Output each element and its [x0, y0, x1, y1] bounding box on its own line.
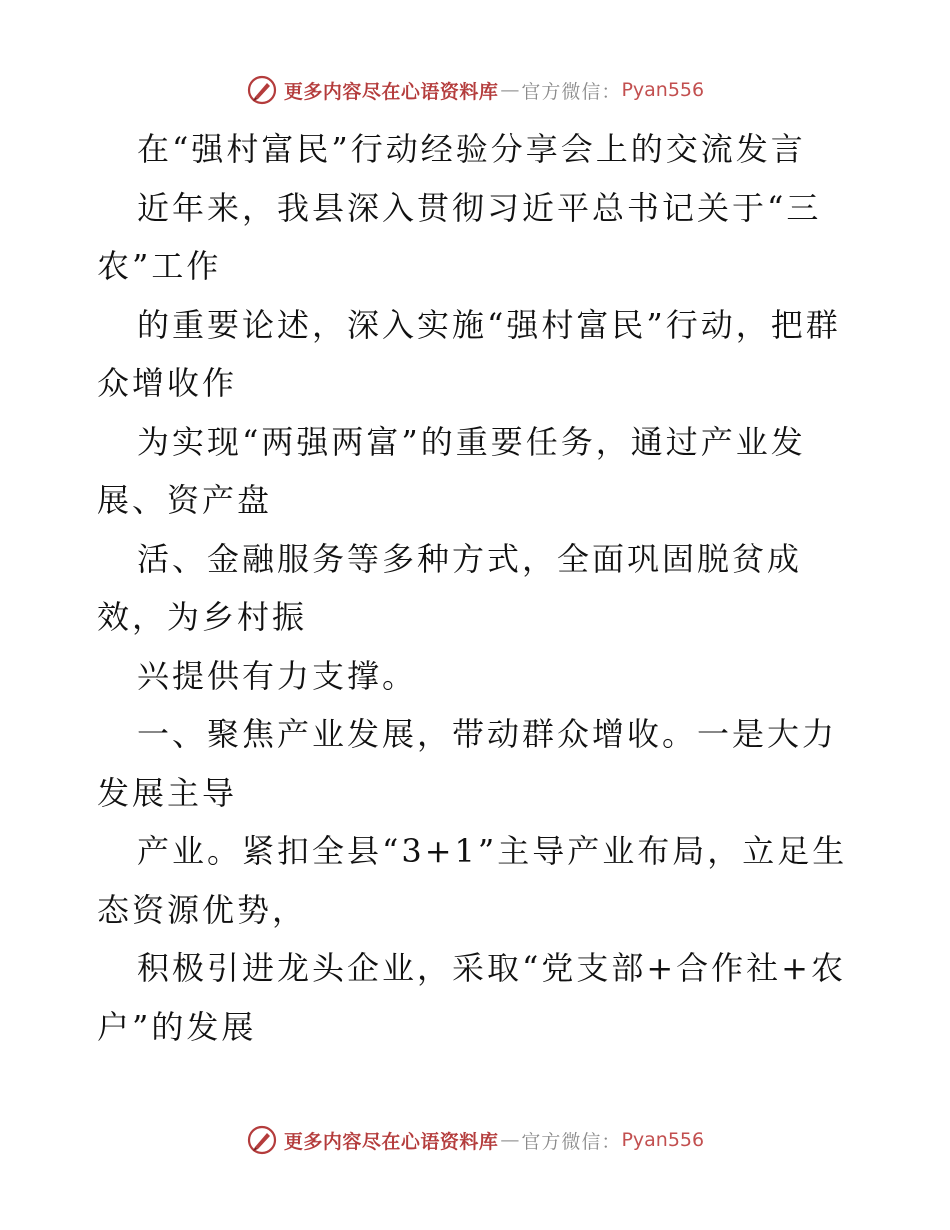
paragraph-3: 为实现“两强两富”的重要任务，通过产业发展、资产盘 [97, 422, 806, 519]
header-watermark [0, 70, 950, 110]
footer-watermark [0, 1120, 950, 1160]
watermark-dash: — [500, 1129, 520, 1151]
watermark-main-text: 更多内容尽在心语资料库 [283, 80, 499, 103]
watermark-dash: — [500, 79, 520, 101]
paragraph-4: 活、金融服务等多种方式，全面巩固脱贫成效，为乡村振 [97, 539, 803, 636]
paragraph-2: 的重要论述，深入实施“强村富民”行动，把群众增收作 [97, 305, 841, 402]
paragraph-7: 产业。紧扣全县“3+1”主导产业布局，立足生态资源优势， [97, 832, 848, 929]
pen-logo-icon [246, 1124, 278, 1156]
paragraph-1: 近年来，我县深入贯彻习近平总书记关于“三农”工作 [97, 188, 822, 285]
paragraph-6: 一、聚焦产业发展，带动群众增收。一是大力发展主导 [97, 715, 838, 812]
watermark-wechat-id: Pyan556 [621, 1129, 705, 1151]
pen-logo-icon [246, 74, 278, 106]
paragraph-5: 兴提供有力支撑。 [137, 656, 418, 695]
watermark-main-text: 更多内容尽在心语资料库 [283, 1130, 499, 1153]
document-body [97, 120, 867, 1056]
watermark-sub-text: 官方微信： [521, 1130, 622, 1153]
watermark-wechat-id: Pyan556 [621, 79, 705, 101]
watermark-sub-text: 官方微信： [521, 80, 622, 103]
document-title: 在“强村富民”行动经验分享会上的交流发言 [137, 130, 806, 168]
paragraph-8: 积极引进龙头企业，采取“党支部+合作社+农户”的发展 [97, 949, 846, 1046]
